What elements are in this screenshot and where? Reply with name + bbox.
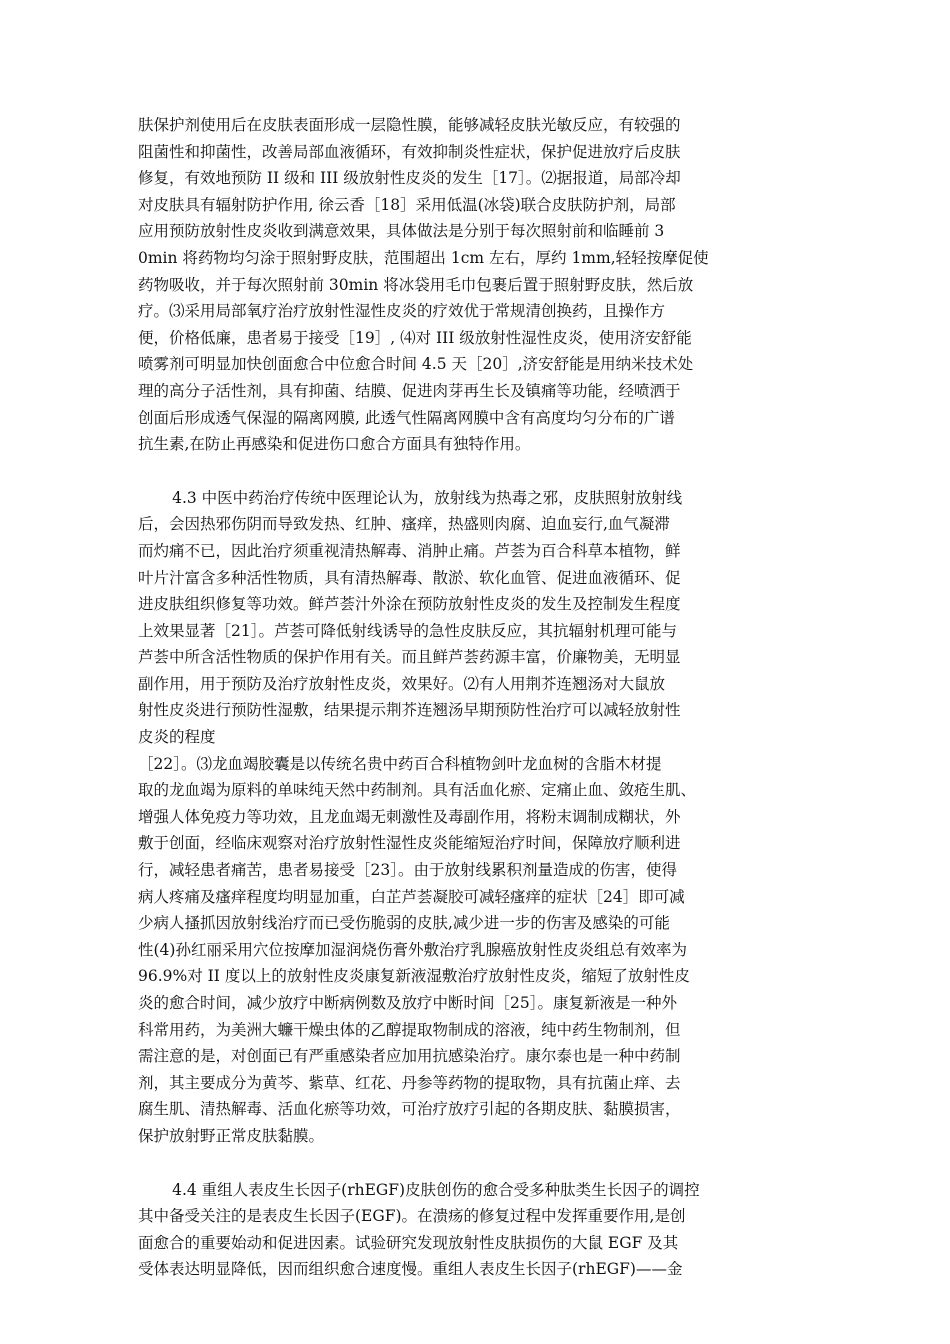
paragraph-gap xyxy=(138,458,814,485)
paragraph-gap xyxy=(138,1150,814,1177)
paragraph-rhegf: 4.4 重组人表皮生长因子(rhEGF)皮肤创伤的愈合受多种肽类生长因子的调控 其中备受关注的是表皮生长因子(EGF)。在溃疡的修复过程中发挥重要作用,是创 面愈合的重要始动和促进因素。试验研究发现放射性皮肤损伤的大鼠 EGF 及其 受体表达明显降低，因而组织愈合速度慢。重组人表皮生长因子(rhEGF)——金 xyxy=(138,1180,700,1279)
document-page xyxy=(138,112,814,1283)
paragraph-tcm-treatment: 4.3 中医中药治疗传统中医理论认为，放射线为热毒之邪，皮肤照射放射线 后，会因热邪伤阴而导致发热、红肿、瘙痒，热盛则肉腐、迫血妄行,血气凝滞 而灼痛不已，因此治疗须重视清热解毒、消肿止痛。芦荟为百合科草本植物，鲜 叶片汁富含多种活性物质，具有清热解毒、散淤、软化血管、促进血液循环、促 进皮肤组织修复等功效。鲜芦荟汁外涂在预防放射性皮炎的发生及控制发生程度 上效果显著［21］。芦荟可降低射线诱导的急性皮肤反应，其抗辐射机理可能与 芦荟中所含活性物质的保护作用有关。而且鲜芦荟药源丰富，价廉物美，无明显 副作用，用于预防及治疗放射性皮炎，效果好。⑵有人用荆芥连翘汤对大鼠放 射性皮炎进行预防性湿敷，结果提示荆芥连翘汤早期预防性治疗可以减轻放射性 皮炎的程度 xyxy=(138,488,683,747)
paragraph-skin-protection: 肤保护剂使用后在皮肤表面形成一层隐性膜，能够减轻皮肤光敏反应，有较强的 阻菌性和抑菌性，改善局部血液循环，有效抑制炎性症状，保护促进放疗后皮肤 修复，有效地预防 II 级和 III 级放射性皮炎的发生［17］。⑵据报道，局部冷却 对皮肤具有辐射防护作用, 徐云香［18］采用低温(冰袋)联合皮肤防护剂，局部 应用预防放射性皮炎收到满意效果，具体做法是分别于每次照射前和临睡前 3 0min 将药物均匀涂于照射野皮肤，范围超出 1cm 左右，厚约 1mm,轻轻按摩促使 药物吸收，并于每次照射前 30min 将冰袋用毛巾包裹后置于照射野皮肤，然后放 疗。⑶采用局部氧疗治疗放射性湿性皮炎的疗效优于常规清创换药，且操作方 便，价格低廉，患者易于接受［19］, ⑷对 III 级放射性湿性皮炎，使用济安舒能 喷雾剂可明显加快创面愈合中位愈合时间 4.5 天［20］,济安舒能是用纳米技术处 理的高分子活性剂，具有抑菌、结膜、促进肉芽再生长及镇痛等功能，经喷洒于 创面后形成透气保湿的隔离网膜, 此透气性隔离网膜中含有高度均匀分布的广谱 抗生素,在防止再感染和促进伤口愈合方面具有独特作用。 xyxy=(138,116,709,454)
paragraph-dragon-blood: ［22］。⑶龙血竭胶囊是以传统名贵中药百合科植物剑叶龙血树的含脂木材提 取的龙血竭为原料的单味纯天然中药制剂。具有活血化瘀、定痛止血、敛疮生肌、 增强人体免疫力等功效，且龙血竭无刺激性及毒副作用，将粉末调制成糊状，外 敷于创面，经临床观察对治疗放射性湿性皮炎能缩短治疗时间，保障放疗顺利进 行，减轻患者痛苦，患者易接受［23］。由于放射线累积剂量造成的伤害，使得 病人疼痛及瘙痒程度均明显加重，白芷芦荟凝胶可减轻瘙痒的症状［24］即可减 少病人搔抓因放射线治疗而已受伤脆弱的皮肤,减少进一步的伤害及感染的可能 性(4)孙红丽采用穴位按摩加湿润烧伤膏外敷治疗乳腺癌放射性皮炎组总有效率为 96.9%对 II 度以上的放射性皮炎康复新液湿敷治疗放射性皮炎，缩短了放射性皮 炎的愈合时间，减少放疗中断病例数及放疗中断时间［25］。康复新液是一种外 科常用药，为美洲大蠊干燥虫体的乙醇提取物制成的溶液，纯中药生物制剂，但 需注意的是，对创面已有严重感染者应加用抗感染治疗。康尔泰也是一种中药制 剂，其主要成分为黄芩、紫草、红花、丹参等药物的提取物，具有抗菌止痒、去 腐生肌、清热解毒、活血化瘀等功效，可治疗放疗引起的各期皮肤、黏膜损害， 保护放射野正常皮肤黏膜。 xyxy=(138,754,697,1145)
